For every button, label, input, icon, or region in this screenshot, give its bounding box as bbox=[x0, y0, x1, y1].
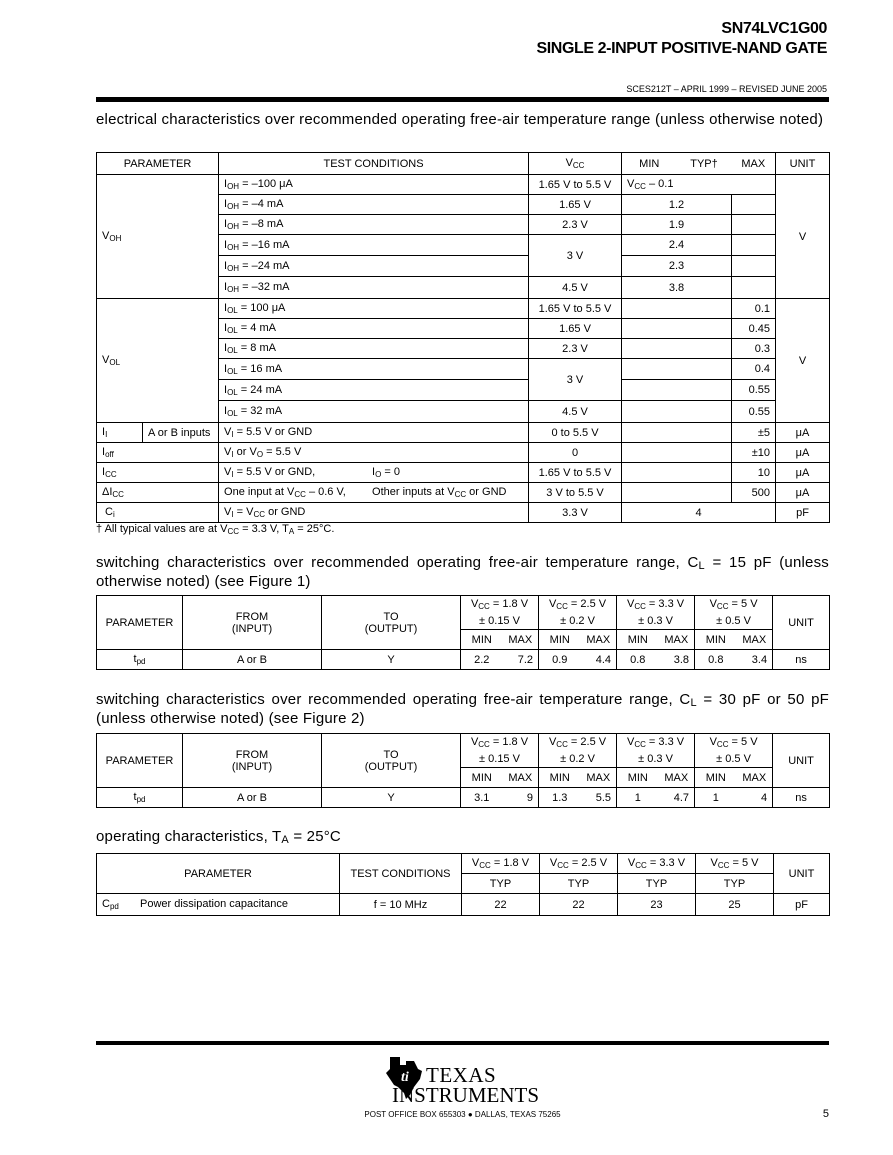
switching-heading-2: switching characteristics over recommended operating free-air temperature range, $C_L = 30$ pF or 50 pF (unless otherwise noted) (see Figure 2) bbox=[96, 691, 829, 727]
voh-min: 1.9 bbox=[622, 215, 732, 235]
sw1-min: MIN bbox=[617, 630, 659, 650]
sw2-val: 4 bbox=[737, 788, 773, 808]
ii-max: ±5 bbox=[732, 423, 776, 443]
vol-min bbox=[622, 380, 732, 401]
dicc-cond: One input at $V_{CC} - 0.6$ V, Other inputs at $V_{CC}$ or GND bbox=[219, 483, 529, 503]
col-vcc: $V_{CC}$ bbox=[529, 153, 622, 175]
icc-min bbox=[622, 463, 732, 483]
ioff-cond: $V_I$ or $V_O = 5.5$ V bbox=[219, 443, 529, 463]
sw2-row-from: A or B bbox=[183, 788, 322, 808]
ii-cond: $V_I = 5.5$ V or GND bbox=[219, 423, 529, 443]
sw1-val: 7.2 bbox=[503, 650, 539, 670]
dicc-unit: μA bbox=[776, 483, 830, 503]
op-val: 23 bbox=[618, 894, 696, 916]
vol-vcc: 3 V bbox=[529, 359, 622, 401]
sw2-val: 4.7 bbox=[659, 788, 695, 808]
sw1-val: 3.8 bbox=[659, 650, 695, 670]
texas-instruments-logo bbox=[384, 1055, 544, 1107]
voh-cond: $I_{OH} = -100$ μA bbox=[219, 175, 529, 195]
voh-vcc: 1.65 V to 5.5 V bbox=[529, 175, 622, 195]
op-val: 25 bbox=[696, 894, 774, 916]
voh-max bbox=[732, 215, 776, 235]
sw2-max: MAX bbox=[659, 768, 695, 788]
vol-label: $V_{OL}$ bbox=[97, 299, 219, 423]
op-typ: TYP bbox=[462, 874, 540, 894]
sw1-col-parameter: PARAMETER bbox=[97, 596, 183, 650]
sw2-col-unit: UNIT bbox=[773, 734, 830, 788]
sw1-vcc-25: $V_{CC} = 2.5$ V ± 0.2 V bbox=[539, 596, 617, 630]
voh-vcc: 1.65 V bbox=[529, 195, 622, 215]
op-col-test: TEST CONDITIONS bbox=[340, 854, 462, 894]
dicc-label: $\Delta I_{CC}$ bbox=[97, 483, 219, 503]
ii-label: $I_I$ bbox=[97, 423, 143, 443]
icc-cond: $V_I = 5.5$ V or GND, $I_O = 0$ bbox=[219, 463, 529, 483]
op-vcc-25: $V_{CC} = 2.5$ V bbox=[540, 854, 618, 874]
sw2-max: MAX bbox=[737, 768, 773, 788]
op-row-param: $C_{pd}$ Power dissipation capacitance bbox=[97, 894, 340, 916]
voh-cond: $I_{OH} = -8$ mA bbox=[219, 215, 529, 235]
sw2-max: MAX bbox=[503, 768, 539, 788]
sw1-max: MAX bbox=[659, 630, 695, 650]
voh-min: 1.2 bbox=[622, 195, 732, 215]
sw1-vcc-33: $V_{CC} = 3.3$ V ± 0.3 V bbox=[617, 596, 695, 630]
sw1-val: 0.9 bbox=[539, 650, 581, 670]
col-parameter: PARAMETER bbox=[97, 153, 219, 175]
col-test-conditions: TEST CONDITIONS bbox=[219, 153, 529, 175]
voh-max bbox=[732, 235, 776, 256]
voh-max bbox=[732, 256, 776, 277]
ii-sublabel: A or B inputs bbox=[143, 423, 219, 443]
sw2-min: MIN bbox=[617, 768, 659, 788]
op-vcc-5: $V_{CC} = 5$ V bbox=[696, 854, 774, 874]
footer-rule bbox=[96, 1041, 829, 1045]
sw1-val: 0.8 bbox=[695, 650, 737, 670]
electrical-footnote: † All typical values are at $V_{CC} = 3.3$ V, $T_A = 25^\circ C$. bbox=[96, 523, 335, 536]
ioff-max: ±10 bbox=[732, 443, 776, 463]
sw2-val: 5.5 bbox=[581, 788, 617, 808]
op-col-parameter: PARAMETER bbox=[97, 854, 340, 894]
dicc-max: 500 bbox=[732, 483, 776, 503]
sw2-vcc-25: $V_{CC} = 2.5$ V ± 0.2 V bbox=[539, 734, 617, 768]
part-number: SN74LVC1G00 bbox=[721, 20, 827, 37]
voh-min: 3.8 bbox=[622, 277, 732, 299]
sw1-vcc-5: $V_{CC} = 5$ V ± 0.5 V bbox=[695, 596, 773, 630]
voh-label: $V_{OH}$ bbox=[97, 175, 219, 299]
op-val: 22 bbox=[462, 894, 540, 916]
vol-vcc: 2.3 V bbox=[529, 339, 622, 359]
voh-cond: $I_{OH} = -24$ mA bbox=[219, 256, 529, 277]
vol-max: 0.45 bbox=[732, 319, 776, 339]
voh-min: 2.4 bbox=[622, 235, 732, 256]
switching-heading-1: switching characteristics over recommended operating free-air temperature range, $C_L = 15$ pF (unless otherwise noted) (see Figure 1) bbox=[96, 554, 829, 590]
vol-cond: $I_{OL} = 100$ μA bbox=[219, 299, 529, 319]
ioff-label: $I_{off}$ bbox=[97, 443, 219, 463]
sw1-val: 2.2 bbox=[461, 650, 503, 670]
vol-min bbox=[622, 401, 732, 423]
switching-table-1 bbox=[96, 595, 830, 670]
sw1-min: MIN bbox=[539, 630, 581, 650]
sw2-vcc-5: $V_{CC} = 5$ V ± 0.5 V bbox=[695, 734, 773, 768]
sw1-col-from: FROM (INPUT) bbox=[183, 596, 322, 650]
sw2-max: MAX bbox=[581, 768, 617, 788]
sw2-min: MIN bbox=[695, 768, 737, 788]
vol-cond: $I_{OL} = 4$ mA bbox=[219, 319, 529, 339]
sw1-vcc-18: $V_{CC} = 1.8$ V ± 0.15 V bbox=[461, 596, 539, 630]
voh-unit: V bbox=[776, 175, 830, 299]
voh-max bbox=[732, 195, 776, 215]
ci-unit: pF bbox=[776, 503, 830, 523]
sw1-row-param: $t_{pd}$ bbox=[97, 650, 183, 670]
op-typ: TYP bbox=[618, 874, 696, 894]
brand-instruments: INSTRUMENTS bbox=[392, 1083, 540, 1107]
sw2-min: MIN bbox=[539, 768, 581, 788]
icc-label: $I_{CC}$ bbox=[97, 463, 219, 483]
sw2-vcc-18: $V_{CC} = 1.8$ V ± 0.15 V bbox=[461, 734, 539, 768]
op-row-cond: f = 10 MHz bbox=[340, 894, 462, 916]
ii-min bbox=[622, 423, 732, 443]
voh-vcc: 2.3 V bbox=[529, 215, 622, 235]
sw1-row-unit: ns bbox=[773, 650, 830, 670]
footer-address: POST OFFICE BOX 655303 ● DALLAS, TEXAS 75265 bbox=[364, 1110, 561, 1119]
sw2-vcc-33: $V_{CC} = 3.3$ V ± 0.3 V bbox=[617, 734, 695, 768]
vol-max: 0.55 bbox=[732, 380, 776, 401]
dicc-vcc: 3 V to 5.5 V bbox=[529, 483, 622, 503]
vol-vcc: 1.65 V bbox=[529, 319, 622, 339]
sw1-col-to: TO (OUTPUT) bbox=[322, 596, 461, 650]
sw1-val: 3.4 bbox=[737, 650, 773, 670]
sw1-val: 4.4 bbox=[581, 650, 617, 670]
icc-max: 10 bbox=[732, 463, 776, 483]
sw2-row-to: Y bbox=[322, 788, 461, 808]
sw1-min: MIN bbox=[461, 630, 503, 650]
voh-min: 2.3 bbox=[622, 256, 732, 277]
sw1-max: MAX bbox=[503, 630, 539, 650]
sw2-row-param: $t_{pd}$ bbox=[97, 788, 183, 808]
sw2-row-unit: ns bbox=[773, 788, 830, 808]
vol-vcc: 1.65 V to 5.5 V bbox=[529, 299, 622, 319]
ioff-vcc: 0 bbox=[529, 443, 622, 463]
vol-cond: $I_{OL} = 8$ mA bbox=[219, 339, 529, 359]
sw2-val: 1.3 bbox=[539, 788, 581, 808]
col-max: MAX bbox=[732, 153, 776, 175]
vol-cond: $I_{OL} = 24$ mA bbox=[219, 380, 529, 401]
sw1-row-to: Y bbox=[322, 650, 461, 670]
vol-max: 0.4 bbox=[732, 359, 776, 380]
sw2-val: 1 bbox=[617, 788, 659, 808]
sw1-max: MAX bbox=[581, 630, 617, 650]
op-typ: TYP bbox=[696, 874, 774, 894]
icc-vcc: 1.65 V to 5.5 V bbox=[529, 463, 622, 483]
vol-max: 0.1 bbox=[732, 299, 776, 319]
vol-min bbox=[622, 299, 732, 319]
vol-min bbox=[622, 339, 732, 359]
op-row-unit: pF bbox=[774, 894, 830, 916]
sw2-val: 9 bbox=[503, 788, 539, 808]
voh-vcc: 4.5 V bbox=[529, 277, 622, 299]
vol-cond: $I_{OL} = 16$ mA bbox=[219, 359, 529, 380]
ci-vcc: 3.3 V bbox=[529, 503, 622, 523]
op-val: 22 bbox=[540, 894, 618, 916]
sw2-val: 1 bbox=[695, 788, 737, 808]
electrical-heading: electrical characteristics over recommended operating free-air temperature range (unless otherwise noted) bbox=[96, 111, 824, 128]
vol-unit: V bbox=[776, 299, 830, 423]
col-min: MIN bbox=[622, 153, 677, 175]
sw2-col-to: TO (OUTPUT) bbox=[322, 734, 461, 788]
icc-unit: μA bbox=[776, 463, 830, 483]
op-vcc-33: $V_{CC} = 3.3$ V bbox=[618, 854, 696, 874]
ci-typ: 4 bbox=[622, 503, 776, 523]
vol-vcc: 4.5 V bbox=[529, 401, 622, 423]
col-typ: TYP† bbox=[677, 153, 732, 175]
sw1-row-from: A or B bbox=[183, 650, 322, 670]
ii-unit: μA bbox=[776, 423, 830, 443]
dicc-min bbox=[622, 483, 732, 503]
voh-min: $V_{CC} - 0.1$ bbox=[622, 175, 776, 195]
op-vcc-18: $V_{CC} = 1.8$ V bbox=[462, 854, 540, 874]
ioff-min bbox=[622, 443, 732, 463]
vol-min bbox=[622, 319, 732, 339]
ci-label: $C_i$ bbox=[97, 503, 219, 523]
sw1-min: MIN bbox=[695, 630, 737, 650]
ii-vcc: 0 to 5.5 V bbox=[529, 423, 622, 443]
voh-cond: $I_{OH} = -32$ mA bbox=[219, 277, 529, 299]
voh-cond: $I_{OH} = -16$ mA bbox=[219, 235, 529, 256]
electrical-table bbox=[96, 152, 830, 523]
op-typ: TYP bbox=[540, 874, 618, 894]
voh-max bbox=[732, 277, 776, 299]
voh-vcc: 3 V bbox=[529, 235, 622, 277]
sw1-col-unit: UNIT bbox=[773, 596, 830, 650]
svg-text:ti: ti bbox=[401, 1070, 409, 1085]
vol-min bbox=[622, 359, 732, 380]
op-col-unit: UNIT bbox=[774, 854, 830, 894]
switching-table-2 bbox=[96, 733, 830, 808]
sw1-max: MAX bbox=[737, 630, 773, 650]
vol-max: 0.3 bbox=[732, 339, 776, 359]
operating-table bbox=[96, 853, 830, 916]
sw2-col-parameter: PARAMETER bbox=[97, 734, 183, 788]
document-title: SINGLE 2-INPUT POSITIVE-NAND GATE bbox=[536, 40, 827, 57]
sw1-val: 0.8 bbox=[617, 650, 659, 670]
vol-cond: $I_{OL} = 32$ mA bbox=[219, 401, 529, 423]
col-unit: UNIT bbox=[776, 153, 830, 175]
document-revision: SCES212T – APRIL 1999 – REVISED JUNE 2005 bbox=[626, 84, 827, 94]
ci-cond: $V_I = V_{CC}$ or GND bbox=[219, 503, 529, 523]
ioff-unit: μA bbox=[776, 443, 830, 463]
vol-max: 0.55 bbox=[732, 401, 776, 423]
sw2-col-from: FROM (INPUT) bbox=[183, 734, 322, 788]
voh-cond: $I_{OH} = -4$ mA bbox=[219, 195, 529, 215]
sw2-min: MIN bbox=[461, 768, 503, 788]
sw2-val: 3.1 bbox=[461, 788, 503, 808]
operating-heading: operating characteristics, $T_A = 25^\circ C$ bbox=[96, 828, 341, 846]
header-rule bbox=[96, 97, 829, 102]
brand-texas: TEXAS bbox=[426, 1063, 497, 1087]
page-number: 5 bbox=[822, 1108, 829, 1120]
